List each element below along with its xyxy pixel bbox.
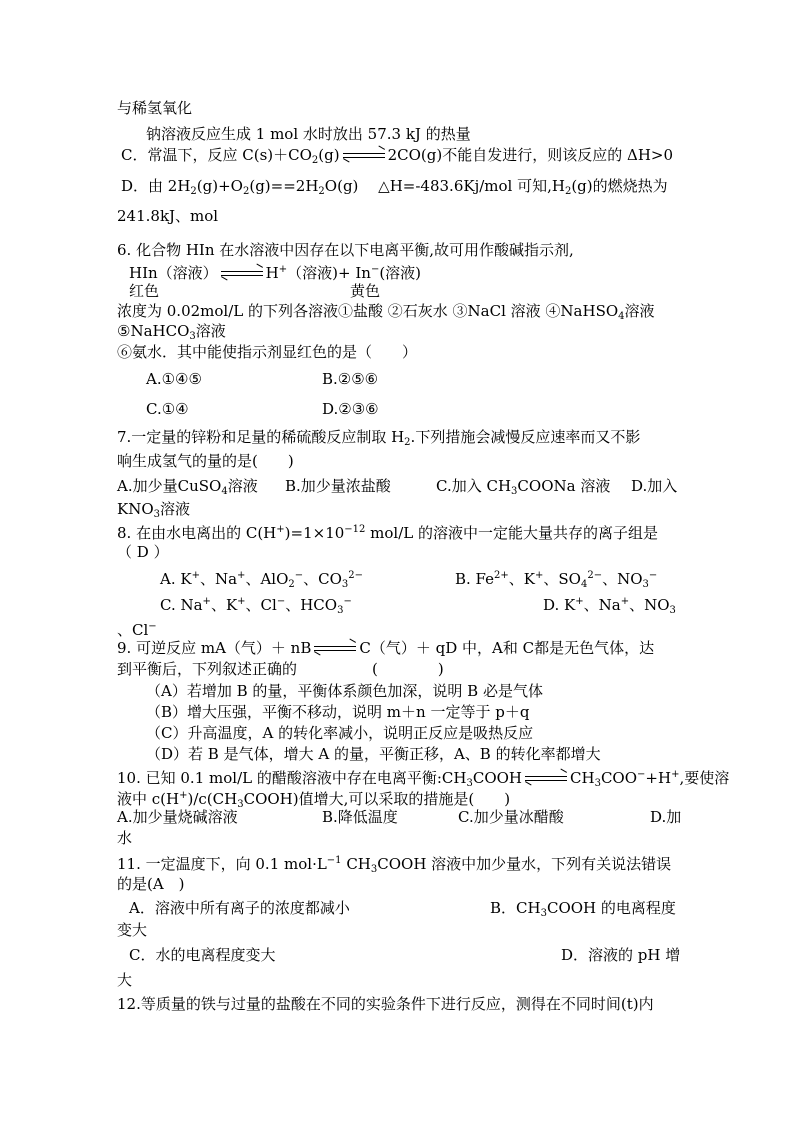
text-line: $KNO_3$溶液 — [117, 500, 191, 520]
option-b: （B）增大压强，平衡不移动，说明 m＋n 一定等于 p＋q — [146, 703, 530, 721]
question-8: 8. 在由水电离出的 $C(H^+)=1\times 10^{-12}$ mol/L 的溶液中一定能大量共存的离子组是 — [117, 524, 658, 542]
text-line: 钠溶液反应生成 1 mol 水时放出 57.3 kJ 的热量 — [146, 125, 471, 143]
text-line: 液中 $c(H^+)/c(CH_3COOH)$值增大,可以采取的措施是( ) — [117, 790, 511, 810]
question-7: 7.一定量的锌粉和足量的稀硫酸反应制取 $H_2$.下列措施会减慢反应速率而又不影 — [117, 428, 641, 448]
option-a: （A）若增加 B 的量，平衡体系颜色加深，说明 B 必是气体 — [146, 682, 543, 700]
equation-line: HIn（溶液） H+（溶液)+ In−(溶液) — [129, 264, 422, 282]
option-d: D．由 $2H_2(g)+O_2(g)==2H_2O(g)$ △H=-483.6Kj/mol 可知$,H_2(g)$的燃烧热为 — [121, 177, 668, 197]
option-c: C.加少量冰醋酸 — [458, 808, 564, 826]
equilibrium-arrow-icon — [343, 151, 385, 161]
option-d: D.加 — [650, 808, 682, 826]
text-line: 水 — [117, 829, 133, 847]
option-a: A.加少量CuSO$_4$溶液 — [117, 477, 258, 497]
option-d: D. K+、Na+、$NO_3$ — [543, 596, 676, 616]
text-line: ⑥氨水．其中能使指示剂显红色的是（ ） — [117, 343, 418, 361]
text-line: 、Cl− — [117, 621, 157, 639]
text-line: 浓度为 0.02mol/L 的下列各溶液①盐酸 ②石灰水 ③NaCl 溶液 ④NaHSO$_4$溶液 — [117, 302, 655, 322]
option-b: B．$CH_3COOH$ 的电离程度 — [490, 899, 676, 919]
text-line: 的是(A ) — [117, 875, 185, 893]
option-c: C．水的电离程度变大 — [129, 946, 276, 964]
question-9: 9. 可逆反应 mA（气）＋ nB C（气）＋ qD 中，A和 C都是无色气体，达 — [117, 639, 655, 657]
text-line: 241.8kJ、mol — [117, 207, 219, 225]
text-line: 变大 — [117, 921, 148, 939]
text-line: 黄色 — [350, 282, 381, 300]
option-b: B.加少量浓盐酸 — [285, 477, 391, 495]
option-d: D．溶液的 pH 增 — [561, 946, 681, 964]
option-c: C．常温下，反应 $C(s)+CO_2(g)$ 2CO(g)不能自发进行，则该反应的 ΔH>0 — [121, 146, 674, 166]
option-d: D.加入 — [631, 477, 678, 495]
option-c: C. Na+、K+、Cl−、$HCO_3^-$ — [160, 596, 352, 616]
text-line: ⑤NaHCO$_3$溶液 — [117, 322, 226, 342]
question-12: 12.等质量的铁与过量的盐酸在不同的实验条件下进行反应，测得在不同时间(t)内 — [117, 995, 654, 1013]
option-b: B.②⑤⑥ — [322, 370, 379, 388]
text-line: 大 — [117, 971, 133, 989]
option-b: B.降低温度 — [322, 808, 398, 826]
question-11: 11. 一定温度下，向 0.1 $mol\cdot L^{-1}$ $CH_3COOH$ 溶液中加少量水，下列有关说法错误 — [117, 855, 672, 875]
option-c: （C）升高温度，A 的转化率减小，说明正反应是吸热反应 — [146, 724, 534, 742]
option-c: C.加入 $CH_3COONa$ 溶液 — [436, 477, 611, 497]
question-10: 10. 已知 0.1 mol/L 的醋酸溶液中存在电离平衡$:CH_3COOH$ $CH_3COO^-+H^+$,要使溶 — [117, 769, 730, 789]
option-a: A. K+、Na+、AlO$_2$−、$CO_3^{2-}$ — [160, 570, 364, 590]
text-line: 与稀氢氧化 — [117, 99, 193, 117]
option-a: A.加少量烧碱溶液 — [117, 808, 238, 826]
text-line: 响生成氢气的量的是( ) — [117, 452, 294, 470]
option-a: A.①④⑤ — [146, 370, 202, 388]
text-line: 到平衡后，下列叙述正确的 ( ) — [117, 660, 444, 678]
equilibrium-arrow-icon — [221, 269, 263, 279]
option-b: B. $Fe^{2+}$、K+、$SO_4^{2-}$、$NO_3^-$ — [455, 570, 658, 590]
option-a: A．溶液中所有离子的浓度都减小 — [129, 899, 350, 917]
answer-line: （ D ） — [117, 543, 169, 561]
question-6: 6. 化合物 HIn 在水溶液中因存在以下电离平衡,故可用作酸碱指示剂, — [117, 241, 574, 259]
option-d: （D）若 B 是气体，增大 A 的量，平衡正移，A、B 的转化率都增大 — [146, 745, 601, 763]
option-c: C.①④ — [146, 400, 189, 418]
equilibrium-arrow-icon — [314, 644, 356, 654]
equilibrium-arrow-icon — [525, 774, 567, 784]
text-line: 红色 — [129, 282, 160, 300]
option-d: D.②③⑥ — [322, 400, 379, 418]
